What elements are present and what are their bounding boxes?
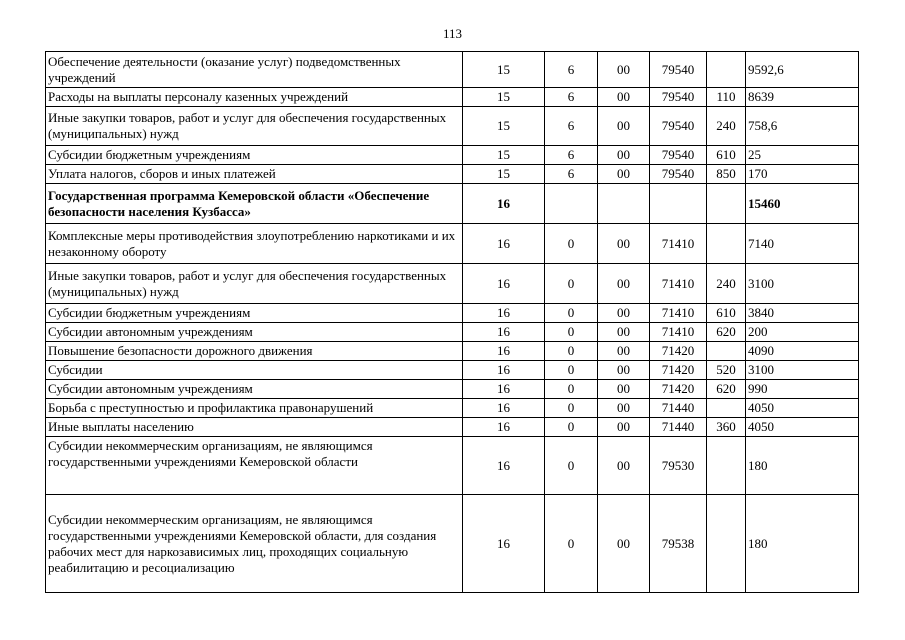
code-4: 71410 [650,224,707,264]
code-2: 0 [545,418,598,437]
table-row-program [46,184,859,224]
code-4: 71410 [650,323,707,342]
row-name: Расходы на выплаты персоналу казенных учреждений [46,88,463,107]
code-2: 6 [545,165,598,184]
code-1: 16 [463,323,545,342]
code-4: 79530 [650,437,707,495]
amount: 3840 [746,304,859,323]
code-5: 360 [707,418,746,437]
table-row [46,342,859,361]
code-1: 16 [463,399,545,418]
amount: 7140 [746,224,859,264]
code-1: 15 [463,107,545,146]
amount: 180 [746,495,859,593]
row-name: Повышение безопасности дорожного движения [46,342,463,361]
row-name: Борьба с преступностью и профилактика правонарушений [46,399,463,418]
budget-table [45,51,859,593]
code-5 [707,224,746,264]
row-name: Субсидии бюджетным учреждениям [46,304,463,323]
code-5 [707,495,746,593]
code-4: 79540 [650,107,707,146]
code-2: 6 [545,146,598,165]
table-row [46,107,859,146]
code-5: 610 [707,146,746,165]
code-3: 00 [598,88,650,107]
amount: 4050 [746,399,859,418]
code-4: 71440 [650,399,707,418]
code-4: 71440 [650,418,707,437]
code-5: 620 [707,323,746,342]
table-row [46,495,859,593]
code-5 [707,52,746,88]
code-3: 00 [598,380,650,399]
code-3: 00 [598,146,650,165]
table-row [46,264,859,304]
code-2: 0 [545,399,598,418]
row-name: Субсидии [46,361,463,380]
code-2 [545,184,598,224]
amount: 25 [746,146,859,165]
code-5: 240 [707,264,746,304]
code-2: 0 [545,224,598,264]
amount: 9592,6 [746,52,859,88]
code-2: 0 [545,437,598,495]
code-4: 71420 [650,380,707,399]
code-3: 00 [598,224,650,264]
code-2: 0 [545,380,598,399]
code-5: 520 [707,361,746,380]
code-5: 110 [707,88,746,107]
code-5: 610 [707,304,746,323]
row-name: Иные выплаты населению [46,418,463,437]
amount: 758,6 [746,107,859,146]
code-2: 0 [545,361,598,380]
table-row [46,361,859,380]
code-5: 850 [707,165,746,184]
code-1: 15 [463,146,545,165]
code-1: 16 [463,264,545,304]
code-2: 0 [545,495,598,593]
table-row [46,304,859,323]
code-2: 0 [545,342,598,361]
table-row [46,323,859,342]
table-row [46,380,859,399]
code-1: 16 [463,184,545,224]
code-3: 00 [598,264,650,304]
code-4: 71420 [650,342,707,361]
code-4: 79538 [650,495,707,593]
code-1: 15 [463,52,545,88]
row-name: Субсидии автономным учреждениям [46,380,463,399]
row-name: Субсидии некоммерческим организациям, не являющимся государственными учреждениями Кемеровской области, для создания рабочих мест для наркозависимых лиц, проходящих социальную реабилитацию и ресоциализацию [46,495,463,593]
code-3 [598,184,650,224]
code-5 [707,399,746,418]
code-3: 00 [598,323,650,342]
code-4 [650,184,707,224]
code-4: 71410 [650,304,707,323]
code-1: 15 [463,165,545,184]
code-4: 79540 [650,88,707,107]
code-3: 00 [598,399,650,418]
code-2: 0 [545,264,598,304]
row-name: Иные закупки товаров, работ и услуг для обеспечения государственных (муниципальных) нужд [46,107,463,146]
code-2: 0 [545,323,598,342]
amount: 4090 [746,342,859,361]
code-1: 16 [463,342,545,361]
amount: 4050 [746,418,859,437]
code-3: 00 [598,165,650,184]
row-name: Субсидии некоммерческим организациям, не являющимся государственными учреждениями Кемеровской области [46,437,463,495]
code-5 [707,437,746,495]
code-3: 00 [598,418,650,437]
code-1: 16 [463,304,545,323]
row-name: Иные закупки товаров, работ и услуг для обеспечения государственных (муниципальных) нужд [46,264,463,304]
code-5: 620 [707,380,746,399]
code-5: 240 [707,107,746,146]
row-name: Государственная программа Кемеровской области «Обеспечение безопасности населения Кузбасса» [46,184,463,224]
code-1: 16 [463,418,545,437]
code-5 [707,342,746,361]
amount: 170 [746,165,859,184]
code-1: 16 [463,437,545,495]
row-name: Уплата налогов, сборов и иных платежей [46,165,463,184]
page-number: 113 [442,26,463,41]
row-name: Субсидии бюджетным учреждениям [46,146,463,165]
code-3: 00 [598,52,650,88]
code-1: 16 [463,380,545,399]
table-row [46,88,859,107]
table-row [46,146,859,165]
amount: 200 [746,323,859,342]
code-4: 79540 [650,146,707,165]
code-3: 00 [598,107,650,146]
amount: 990 [746,380,859,399]
amount: 8639 [746,88,859,107]
code-2: 6 [545,88,598,107]
code-1: 16 [463,224,545,264]
row-name: Комплексные меры противодействия злоупотреблению наркотиками и их незаконному обороту [46,224,463,264]
table-row [46,418,859,437]
code-5 [707,184,746,224]
table-row [46,165,859,184]
code-3: 00 [598,342,650,361]
code-4: 71410 [650,264,707,304]
table-row [46,437,859,495]
table-row [46,399,859,418]
code-3: 00 [598,361,650,380]
code-4: 79540 [650,165,707,184]
amount: 3100 [746,264,859,304]
code-1: 16 [463,361,545,380]
row-name: Субсидии автономным учреждениям [46,323,463,342]
row-name: Обеспечение деятельности (оказание услуг) подведомственных учреждений [46,52,463,88]
amount: 3100 [746,361,859,380]
code-2: 6 [545,52,598,88]
code-3: 00 [598,495,650,593]
code-2: 0 [545,304,598,323]
code-2: 6 [545,107,598,146]
code-1: 15 [463,88,545,107]
code-3: 00 [598,437,650,495]
code-3: 00 [598,304,650,323]
amount: 180 [746,437,859,495]
code-4: 79540 [650,52,707,88]
code-1: 16 [463,495,545,593]
table-row [46,52,859,88]
code-4: 71420 [650,361,707,380]
amount: 15460 [746,184,859,224]
table-row [46,224,859,264]
